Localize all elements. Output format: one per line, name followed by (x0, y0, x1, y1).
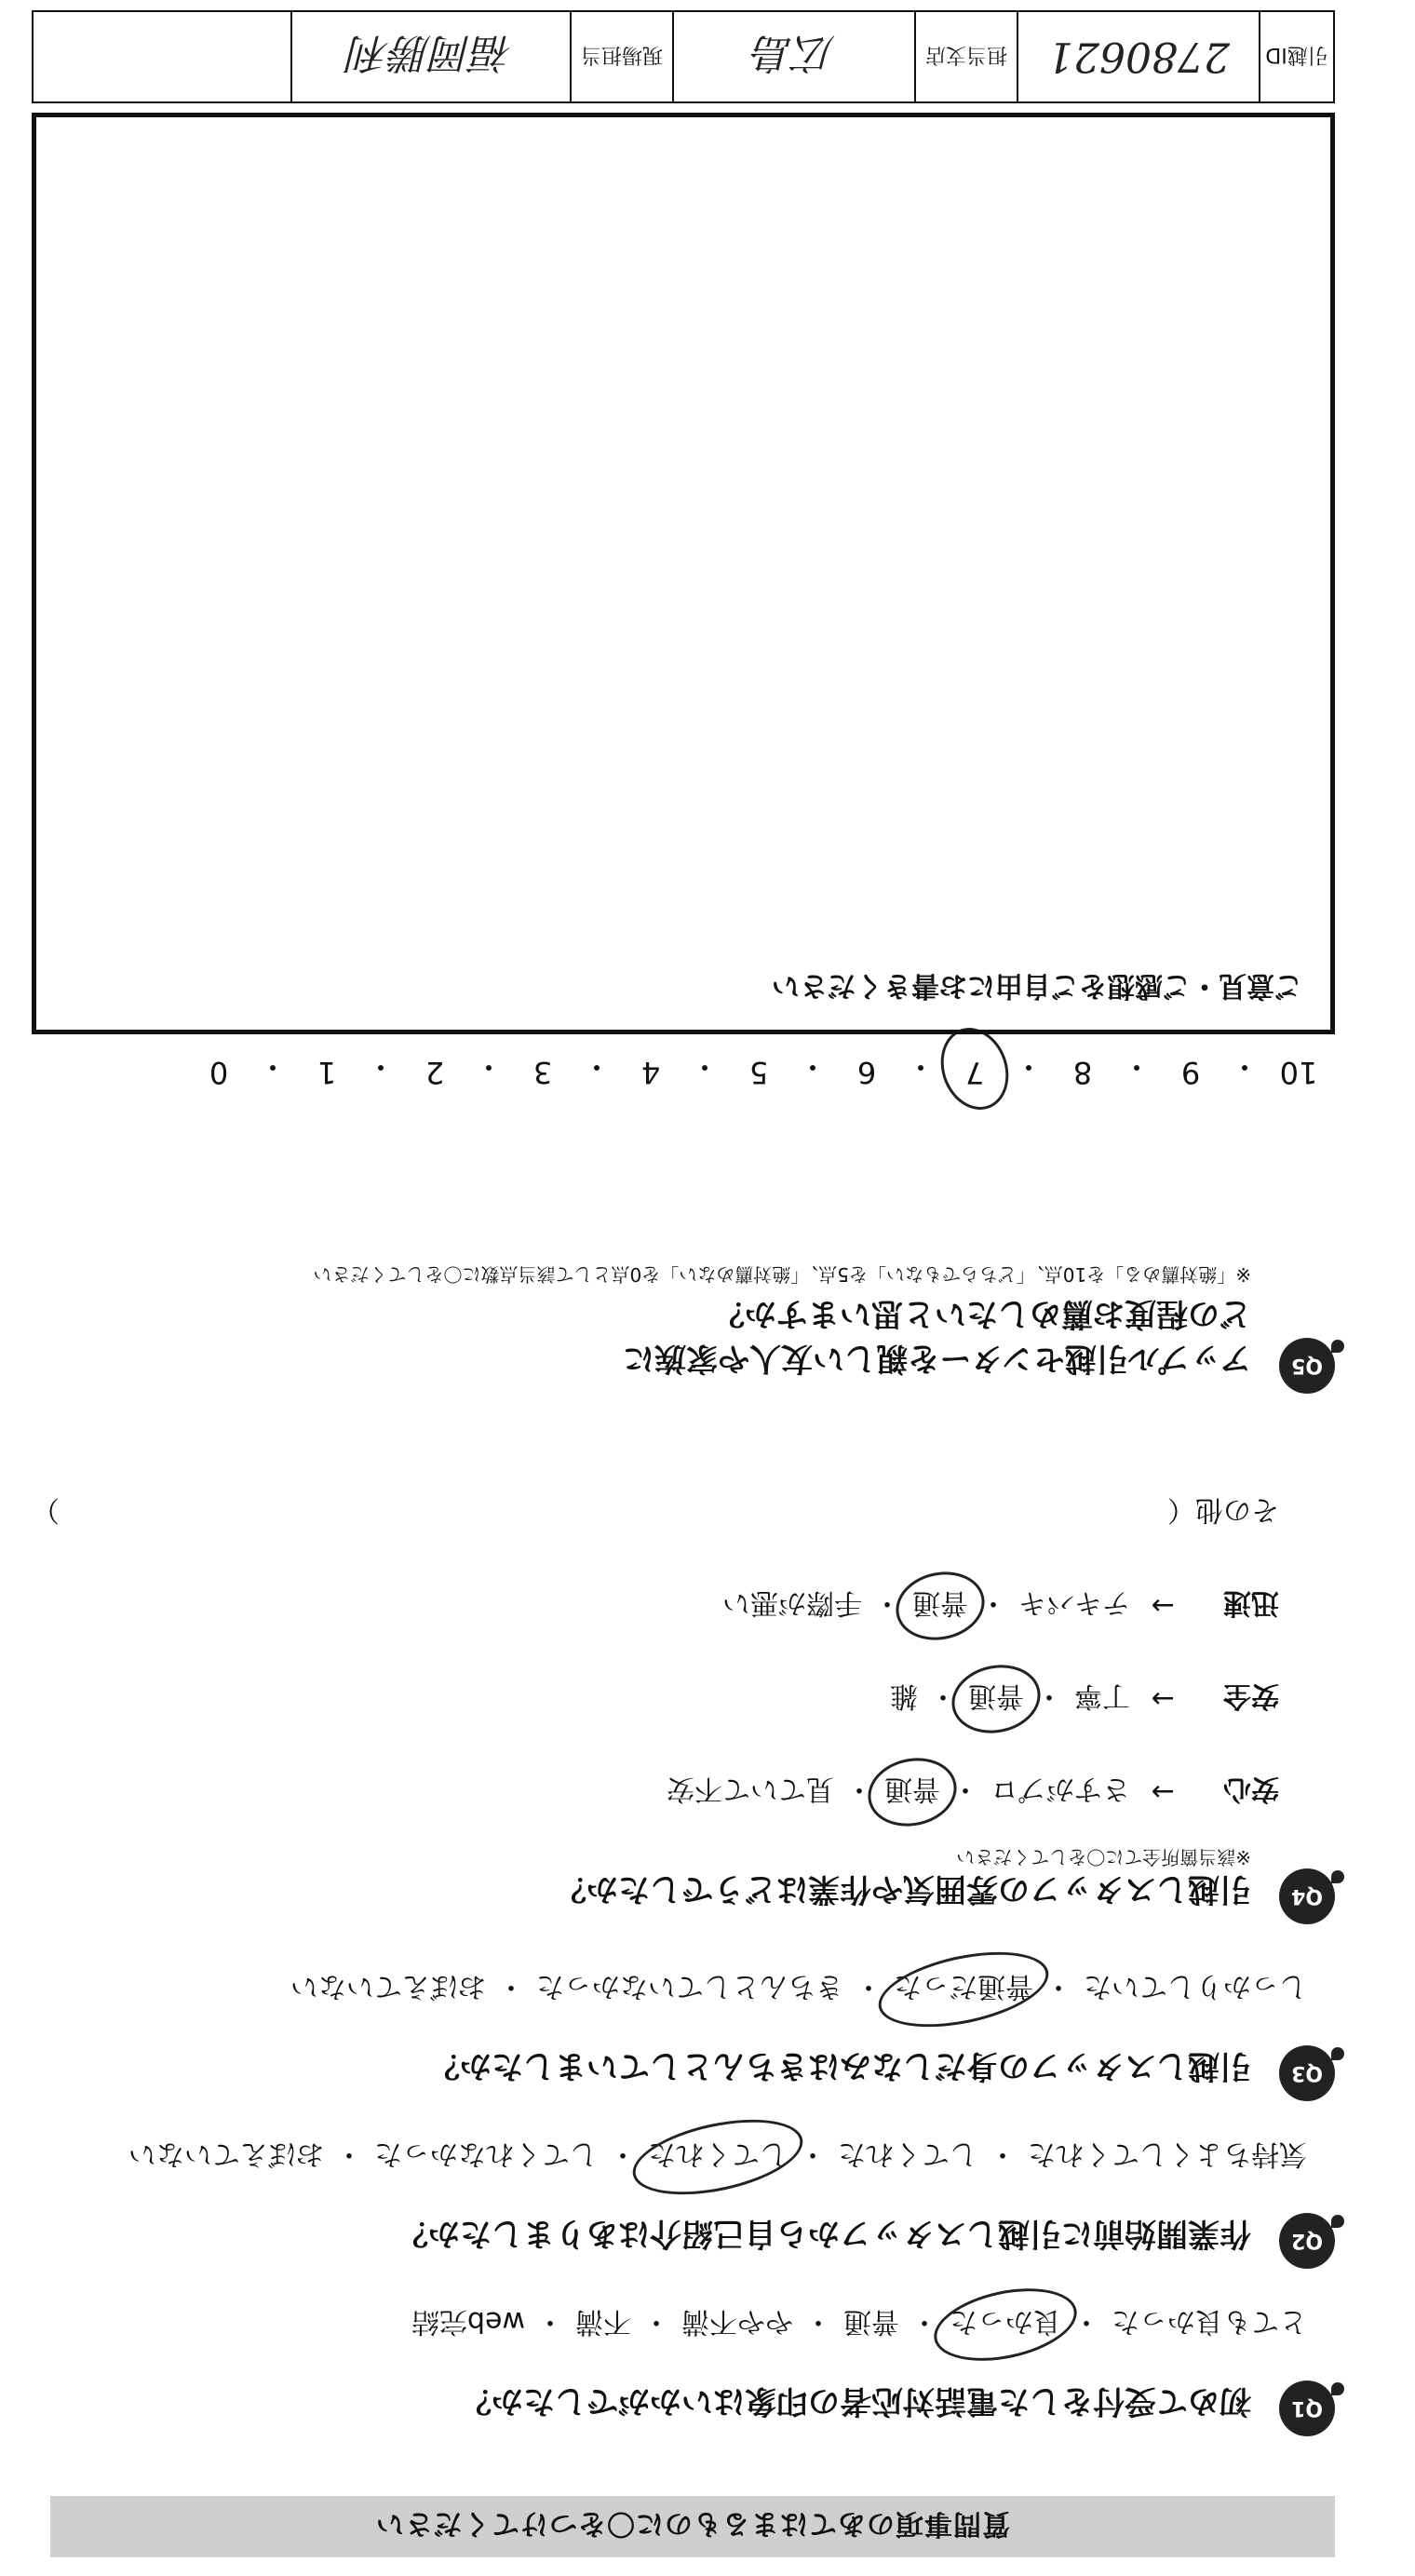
q4-option-selected[interactable]: 普通 (884, 1772, 940, 1813)
q4-category: 安全 (1223, 1679, 1279, 1712)
q2-option[interactable]: してくれた (838, 2138, 977, 2170)
q3-title: 引越しスタッフの身だしなみはきちんとしていましたか？ (428, 2047, 1251, 2084)
q4-other-label: その他（ (1167, 1493, 1279, 1526)
q4-option[interactable]: 雑 (890, 1679, 918, 1712)
q4-row-anzen: 安全 → 丁寧 ・ 普通 ・ 雑 (890, 1679, 1279, 1720)
leader-label: 現場担当 (570, 12, 672, 101)
scale-0[interactable]: 0 (209, 1055, 229, 1090)
q3-option[interactable]: きちんとしていなかった (536, 1970, 843, 2003)
q1-option[interactable]: やや不満 (681, 2305, 793, 2338)
branch-label: 担当支店 (914, 12, 1017, 101)
q3-option-selected[interactable]: 普通だった (894, 1969, 1033, 2010)
q4-category: 迅速 (1223, 1586, 1279, 1619)
q4-option[interactable]: 見ていて不安 (667, 1773, 834, 1805)
scale-10[interactable]: 10 (1279, 1055, 1318, 1090)
q2-badge: Q2 (1279, 2213, 1335, 2269)
comments-title: ご意見・ご感想をご自由にお書きください (772, 969, 1302, 1002)
q1-title: 初めて受付をした電話対応者の印象はいかがでしたか？ (460, 2382, 1251, 2420)
scale-7-selected[interactable]: 7 (948, 1047, 1002, 1090)
q4-row-anshin: 安心 → さすがプロ ・ 普通 ・ 見ていて不安 (667, 1772, 1279, 1813)
q4-option-selected[interactable]: 普通 (968, 1679, 1024, 1720)
q4-category: 安心 (1223, 1773, 1279, 1805)
q2-option[interactable]: 気持ちよくしてくれた (1028, 2138, 1307, 2170)
scale-1[interactable]: 1 (317, 1055, 337, 1090)
q1-badge: Q1 (1279, 2380, 1335, 2436)
scale-5[interactable]: 5 (748, 1055, 769, 1090)
q4-title: 引越しスタッフの雰囲気や作業はどうでしたか？ (555, 1870, 1251, 1908)
q5-note: ※「絶対薦める」を10点、「どちらでもない」を5点、「絶対薦めない」を0点として該当点数に〇をしてください (313, 1263, 1251, 1286)
q1-option-selected[interactable]: 良かった (950, 2304, 1061, 2345)
q5-title-line1: アップル引越センターを親しい友人や家族に (623, 1340, 1251, 1377)
q4-badge: Q4 (1279, 1868, 1335, 1924)
q2-options: 気持ちよくしてくれた ・ してくれた ・ してくれた ・ してくれなかった ・ おぼえていない (128, 2137, 1307, 2178)
branch-value: 広島 (672, 12, 914, 101)
q5-title-line2: どの程度お薦めしたいと思いますか？ (713, 1295, 1251, 1332)
scale-8[interactable]: 8 (1072, 1055, 1093, 1090)
comments-box[interactable] (32, 113, 1335, 1034)
q3-badge: Q3 (1279, 2045, 1335, 2101)
scale-4[interactable]: 4 (640, 1055, 661, 1090)
q5-badge: Q5 (1279, 1338, 1335, 1394)
leader-value: 福岡勝利 (290, 12, 570, 101)
q4-option[interactable]: 丁寧 (1074, 1679, 1130, 1712)
q4-other-row: その他（ ） (32, 1492, 1279, 1533)
q3-options: しっかりしていた ・ 普通だった ・ きちんとしていなかった ・ おぼえていない (290, 1969, 1307, 2010)
q2-option[interactable]: おぼえていない (128, 2138, 324, 2170)
q4-option[interactable]: テキパキ (1018, 1586, 1130, 1619)
q4-note: ※該当箇所全てに〇をしてください (956, 1846, 1251, 1868)
id-bar (32, 10, 1335, 103)
id-bar-empty-cell (34, 12, 290, 101)
scale-9[interactable]: 9 (1180, 1055, 1201, 1090)
q2-title: 作業開始前に引越しスタッフから自己紹介はありましたか？ (397, 2215, 1251, 2252)
scale-2[interactable]: 2 (424, 1055, 445, 1090)
q1-option[interactable]: web完結 (411, 2305, 525, 2338)
q1-options: とても良かった ・ 良かった ・ 普通 ・ やや不満 ・ 不満 ・ web完結 (411, 2304, 1307, 2345)
q2-option[interactable]: してくれなかった (374, 2138, 598, 2170)
move-id-label: 引越ID (1259, 12, 1333, 101)
scale-6[interactable]: 6 (856, 1055, 877, 1090)
q4-option[interactable]: 手際が悪い (722, 1586, 862, 1619)
q3-option[interactable]: おぼえていない (290, 1970, 486, 2003)
q3-option[interactable]: しっかりしていた (1084, 1970, 1307, 2003)
q4-row-jinsoku: 迅速 → テキパキ ・ 普通 ・ 手際が悪い (722, 1585, 1279, 1626)
instructions-header: 質問事項のあてはまるものに〇をつけてください (50, 2496, 1335, 2557)
q4-other-input[interactable] (60, 1497, 1167, 1529)
q4-option[interactable]: さすがプロ (990, 1773, 1130, 1805)
q4-option-selected[interactable]: 普通 (912, 1585, 968, 1626)
move-id-value: 2780621 (1017, 12, 1259, 101)
scale-3[interactable]: 3 (532, 1055, 553, 1090)
q1-option[interactable]: とても良かった (1112, 2305, 1307, 2338)
q1-option[interactable]: 不満 (575, 2305, 631, 2338)
q1-option[interactable]: 普通 (843, 2305, 899, 2338)
q5-scale: 10 ・ 9 ・ 8 ・ 7 ・ 6 ・ 5 ・ 4 ・ 3 ・ 2 ・ 1 ・ 0 (192, 1047, 1326, 1090)
q2-option-selected[interactable]: してくれた (648, 2137, 788, 2178)
